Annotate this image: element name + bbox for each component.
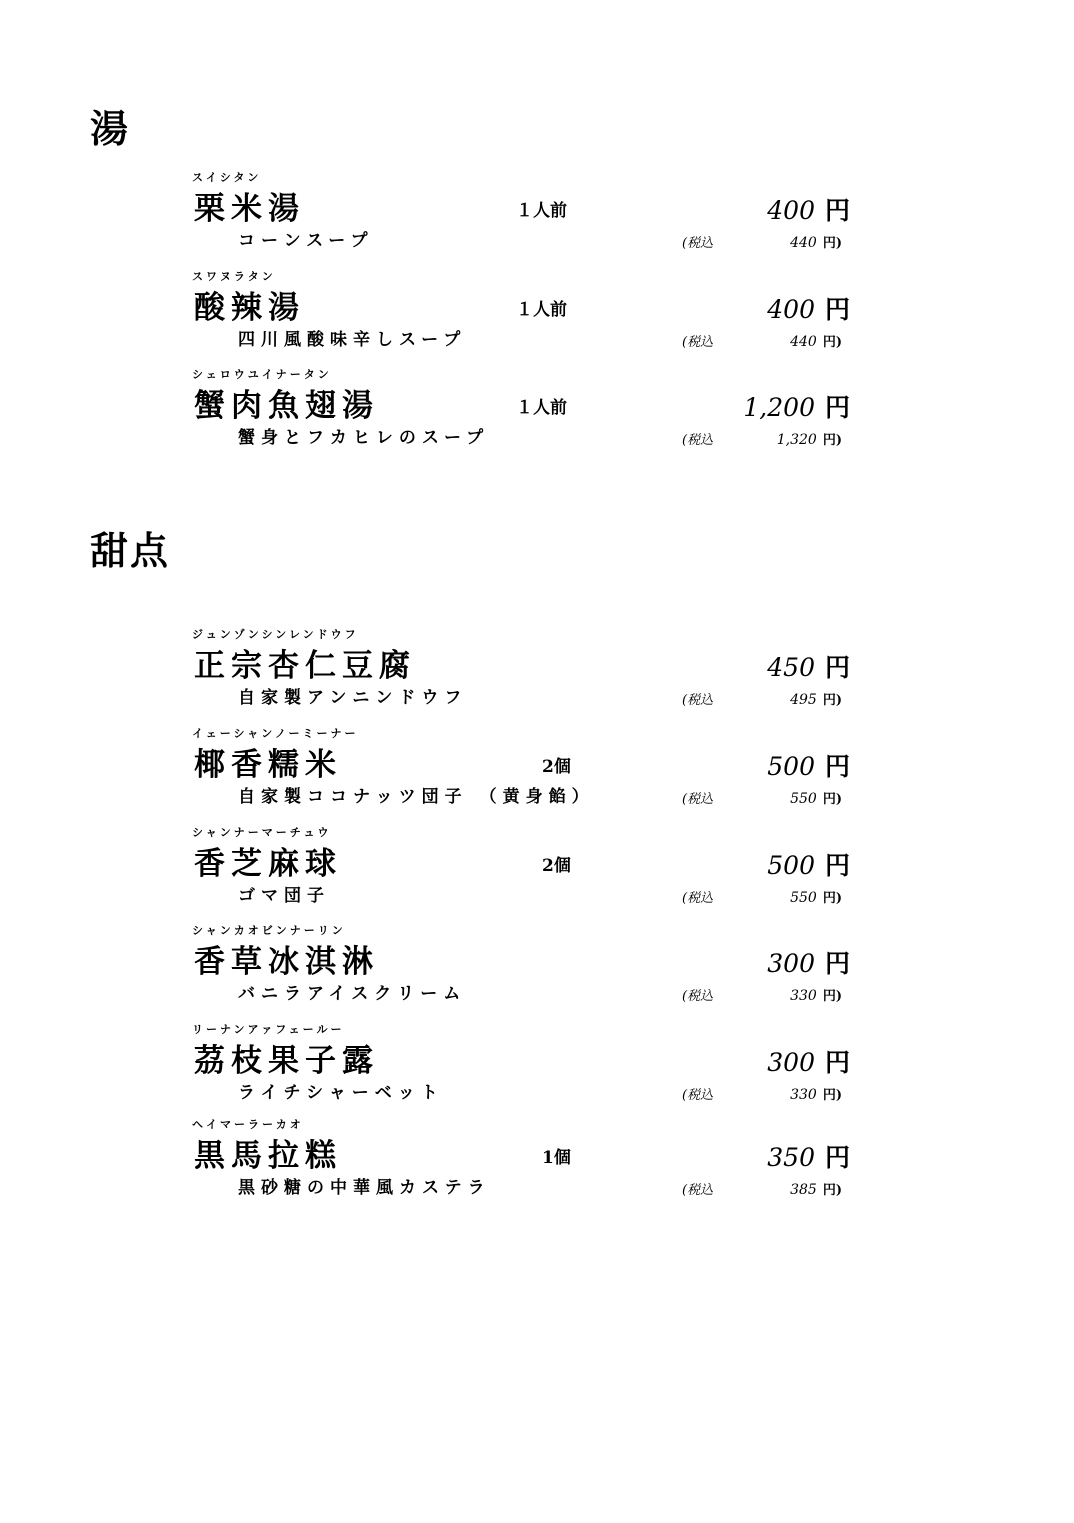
item-price-tax-included: (税込 330 円): [682, 988, 842, 1004]
item-price-tax-included: (税込 550 円): [682, 890, 842, 906]
item-description: 黒砂糖の中華風カステラ: [238, 1178, 491, 1198]
item-price: 300 円: [767, 1048, 850, 1077]
menu-item: [190, 169, 850, 264]
item-portion: １人前: [516, 201, 567, 221]
item-price-tax-included: (税込 440 円): [682, 235, 842, 251]
item-reading: ジュンゾンシンレンドウフ: [192, 628, 359, 641]
item-description: ゴマ団子: [238, 886, 330, 906]
item-name: 黒馬拉糕: [194, 1138, 342, 1174]
item-price: 400 円: [767, 196, 850, 225]
item-description: ライチシャーベット: [238, 1083, 444, 1103]
item-reading: イェーシャンノーミーナー: [192, 727, 359, 740]
item-name: 酸辣湯: [194, 290, 305, 326]
item-portion: 1個: [542, 1148, 571, 1168]
item-price: 500 円: [767, 851, 850, 880]
item-price: 1,200 円: [743, 393, 850, 422]
item-portion: １人前: [516, 300, 567, 320]
menu-item: [190, 1021, 850, 1116]
item-reading: スイシタン: [192, 171, 262, 184]
item-reading: スワヌラタン: [192, 270, 276, 283]
item-reading: シェロウユイナータン: [192, 368, 332, 381]
menu-item: [190, 366, 850, 461]
item-price: 350 円: [767, 1143, 850, 1172]
item-reading: シャンカオビンナーリン: [192, 924, 346, 937]
item-price-tax-included: (税込 385 円): [682, 1182, 842, 1198]
menu-item: [190, 824, 850, 919]
item-price-tax-included: (税込 550 円): [682, 791, 842, 807]
item-description: コーンスープ: [238, 231, 374, 251]
item-name: 椰香糯米: [194, 747, 342, 783]
item-name: 栗米湯: [194, 191, 305, 227]
item-price-tax-included: (税込 495 円): [682, 692, 842, 708]
item-description: 四川風酸味辛しスープ: [238, 330, 467, 350]
section-title-soup: 湯: [90, 106, 131, 151]
item-name: 香草冰淇淋: [194, 944, 379, 980]
item-price-tax-included: (税込 1,320 円): [682, 432, 842, 448]
item-price: 450 円: [767, 653, 850, 682]
item-portion: 2個: [542, 757, 571, 777]
item-description: 自家製ココナッツ団子 （黄身餡）: [238, 787, 595, 807]
item-portion: 2個: [542, 856, 571, 876]
item-price: 400 円: [767, 295, 850, 324]
item-description: 蟹身とフカヒレのスープ: [238, 428, 490, 448]
item-price-tax-included: (税込 440 円): [682, 334, 842, 350]
item-price: 500 円: [767, 752, 850, 781]
item-description: バニラアイスクリーム: [238, 984, 467, 1004]
item-reading: ヘイマーラーカオ: [192, 1118, 304, 1131]
item-name: 正宗杏仁豆腐: [194, 648, 416, 684]
item-description: 自家製アンニンドウフ: [238, 688, 468, 708]
menu-item: [190, 725, 850, 820]
item-portion: １人前: [516, 398, 567, 418]
menu-item: [190, 626, 850, 721]
item-price: 300 円: [767, 949, 850, 978]
item-reading: リーナンアァフェールー: [192, 1023, 345, 1036]
menu-item: [190, 1116, 850, 1211]
item-name: 香芝麻球: [194, 846, 342, 882]
item-price-tax-included: (税込 330 円): [682, 1087, 842, 1103]
menu-item: [190, 922, 850, 1017]
item-name: 蟹肉魚翅湯: [194, 388, 379, 424]
section-title-dessert: 甜点: [90, 528, 171, 573]
menu-item: [190, 268, 850, 363]
item-reading: シャンナーマーチュウ: [192, 826, 332, 839]
item-name: 茘枝果子露: [194, 1043, 379, 1079]
